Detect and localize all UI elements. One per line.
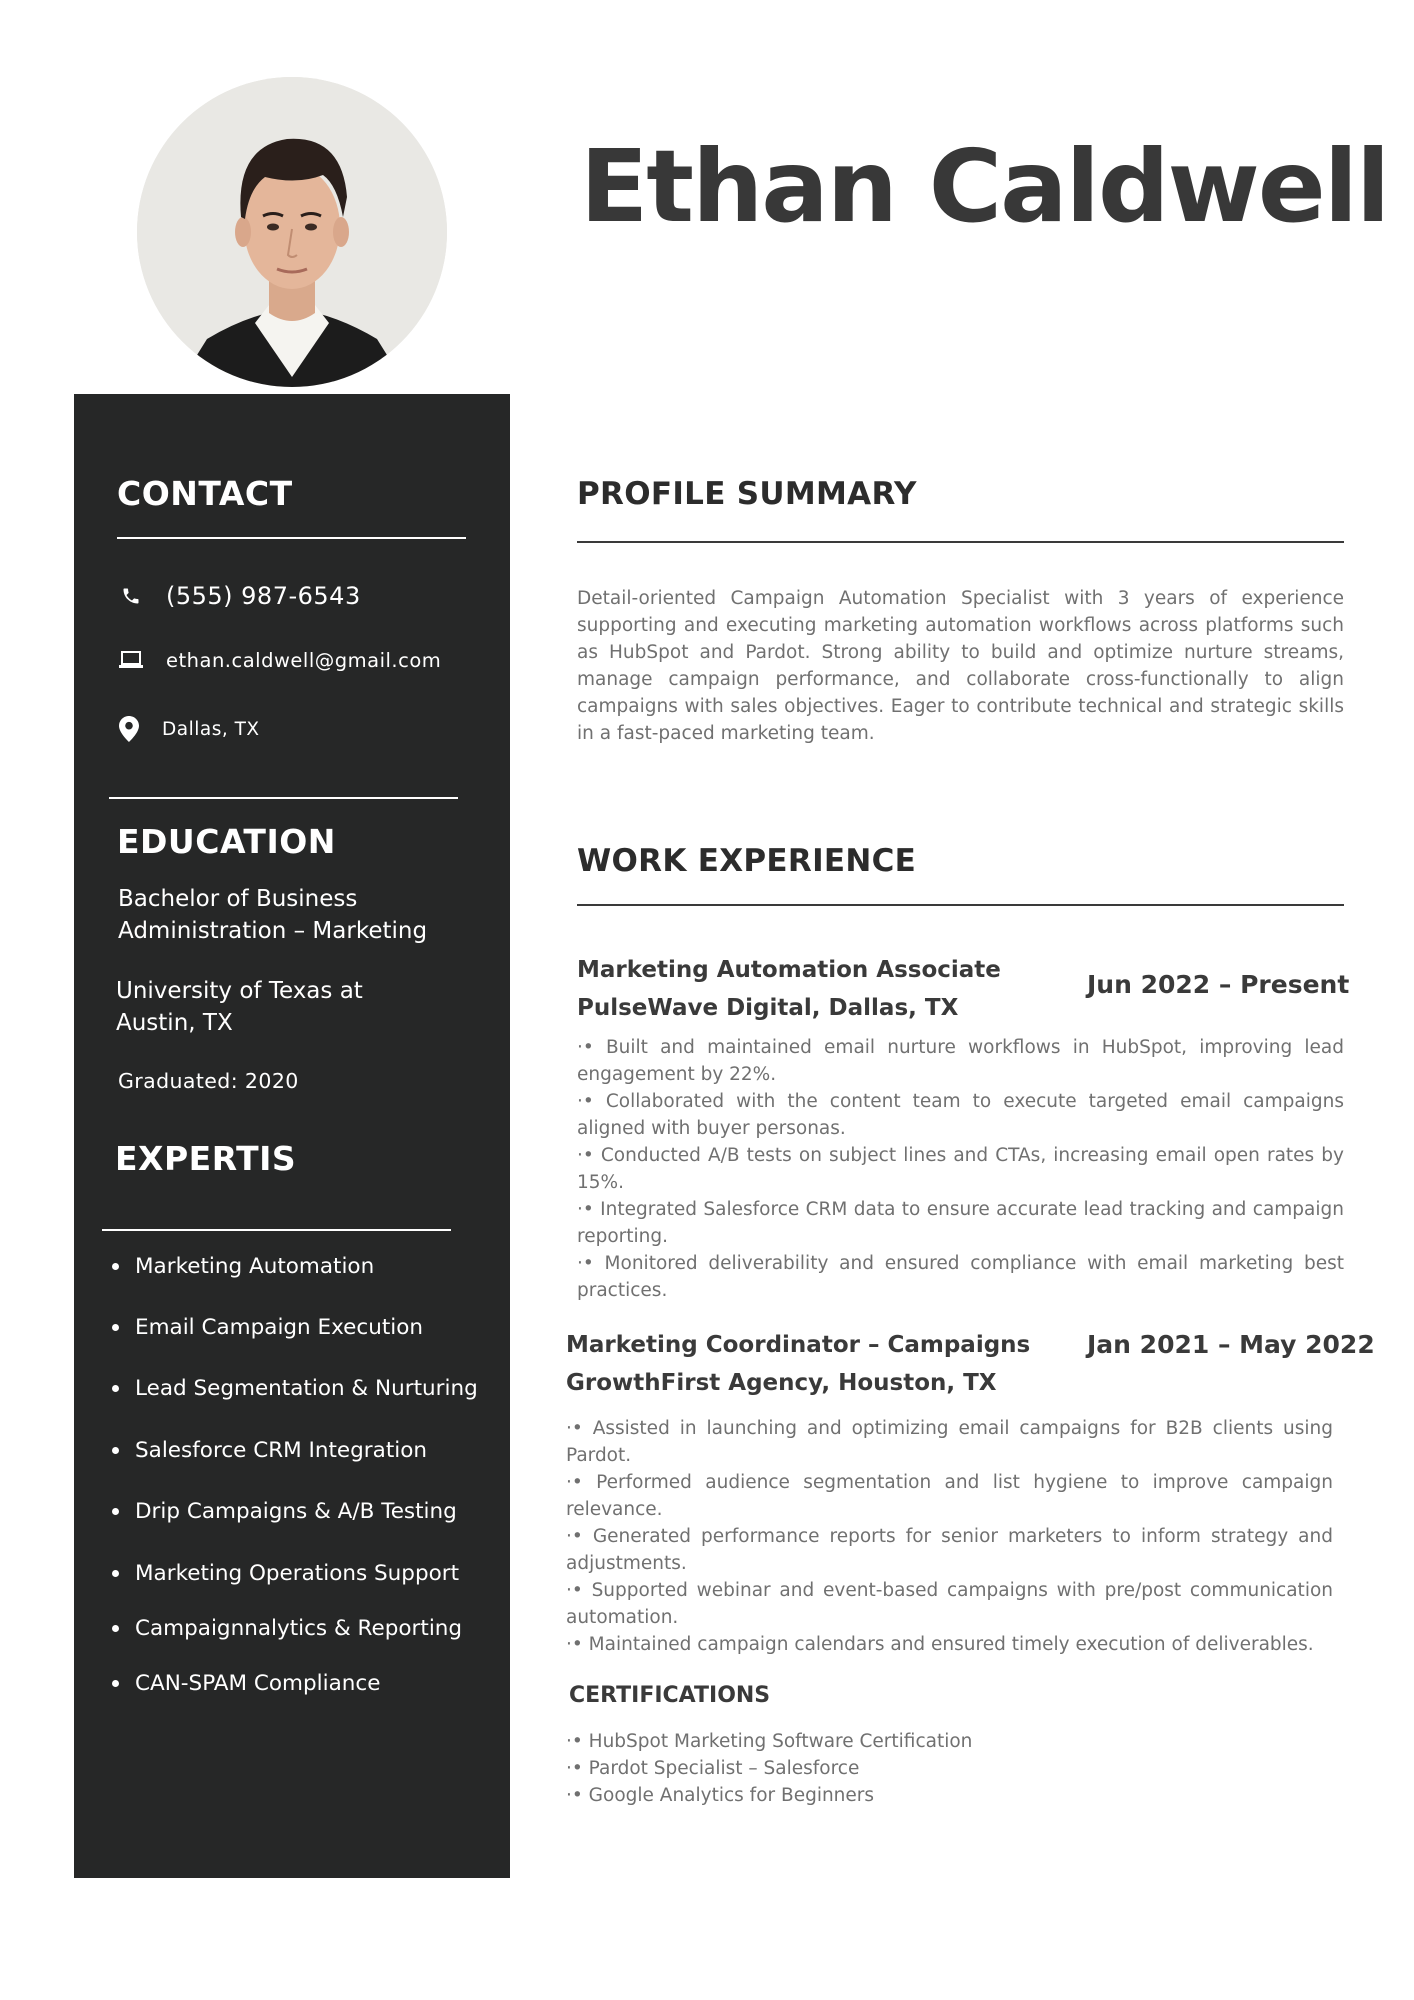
job-bullet: ·• Monitored deliverability and ensured compliance with email marketing best practices. <box>577 1253 1344 1301</box>
job-bullet: ·• Integrated Salesforce CRM data to ensure accurate lead tracking and campaign reporting. <box>577 1199 1344 1247</box>
expertise-divider <box>102 1229 451 1231</box>
location-text: Dallas, TX <box>162 718 260 740</box>
certifications-list <box>566 1728 972 1809</box>
job-bullet: ·• Supported webinar and event-based campaigns with pre/post communication automation. <box>566 1580 1333 1628</box>
contact-email[interactable] <box>116 645 441 675</box>
work-divider <box>577 904 1344 906</box>
laptop-icon <box>116 645 146 675</box>
profile-photo <box>137 77 447 387</box>
contact-heading: CONTACT <box>117 474 293 513</box>
bullet-dot <box>112 1570 119 1577</box>
degree-line-2: Administration – Marketing <box>118 918 428 944</box>
school-line-1: University of Texas at <box>116 978 363 1004</box>
job-bullets <box>577 1034 1344 1304</box>
job-bullet: ·• Collaborated with the content team to execute targeted email campaigns aligned with buyer personas. <box>577 1091 1344 1139</box>
job-bullet: ·• Conducted A/B tests on subject lines and CTAs, increasing email open rates by 15%. <box>577 1145 1344 1193</box>
skill-item: Marketing Automation <box>112 1254 374 1279</box>
job-bullet: ·• Assisted in launching and optimizing email campaigns for B2B clients using Pardot. <box>566 1418 1333 1466</box>
email-text: ethan.caldwell@gmail.com <box>166 648 442 672</box>
certification-item: ·• Pardot Specialist – Salesforce <box>566 1758 860 1779</box>
contact-divider <box>117 537 466 539</box>
degree <box>118 883 427 947</box>
skill-item: Marketing Operations Support <box>112 1561 459 1586</box>
skill-item: Drip Campaigns & A/B Testing <box>112 1499 457 1524</box>
job-bullet: ·• Built and maintained email nurture workflows in HubSpot, improving lead engagement by 22%. <box>577 1037 1344 1085</box>
location-pin-icon <box>114 714 144 744</box>
degree-line-1: Bachelor of Business <box>118 886 358 912</box>
skill-item: Email Campaign Execution <box>112 1315 423 1340</box>
portrait-image <box>137 77 447 387</box>
education-heading: EDUCATION <box>117 822 336 861</box>
job-title: Marketing Coordinator – Campaigns <box>566 1332 1031 1358</box>
certification-item: ·• Google Analytics for Beginners <box>566 1785 875 1806</box>
job-company: GrowthFirst Agency, Houston, TX <box>566 1370 997 1396</box>
bullet-dot <box>112 1324 119 1331</box>
contact-bottom-divider <box>109 797 458 799</box>
certification-item: ·• HubSpot Marketing Software Certification <box>566 1731 973 1752</box>
skill-item: Salesforce CRM Integration <box>112 1438 427 1463</box>
bullet-dot <box>112 1385 119 1392</box>
school <box>116 975 363 1039</box>
bullet-dot <box>112 1447 119 1454</box>
school-line-2: Austin, TX <box>116 1010 233 1036</box>
job-title: Marketing Automation Associate <box>577 957 1001 983</box>
certifications-heading: CERTIFICATIONS <box>569 1683 771 1708</box>
bullet-dot <box>112 1625 119 1632</box>
job-bullet: ·• Maintained campaign calendars and ensured timely execution of deliverables. <box>566 1634 1314 1655</box>
work-experience-heading: WORK EXPERIENCE <box>577 843 917 879</box>
job-dates: Jun 2022 – Present <box>1087 970 1350 999</box>
phone-icon <box>116 581 146 611</box>
bullet-dot <box>112 1508 119 1515</box>
graduation-year: Graduated: 2020 <box>118 1069 299 1093</box>
expertise-heading: EXPERTIS <box>115 1139 297 1178</box>
job-company: PulseWave Digital, Dallas, TX <box>577 995 959 1021</box>
skill-item: Lead Segmentation & Nurturing <box>112 1376 478 1401</box>
job-bullet: ·• Generated performance reports for senior marketers to inform strategy and adjustments. <box>566 1526 1333 1574</box>
job-bullets <box>566 1415 1333 1658</box>
contact-location <box>114 714 260 744</box>
candidate-name: Ethan Caldwell <box>580 128 1389 245</box>
phone-text: (555) 987-6543 <box>166 582 361 610</box>
profile-divider <box>577 541 1344 543</box>
job-bullet: ·• Performed audience segmentation and list hygiene to improve campaign relevance. <box>566 1472 1333 1520</box>
skill-item: CAN-SPAM Compliance <box>112 1671 380 1696</box>
skill-item: Campaignnalytics & Reporting <box>112 1616 462 1641</box>
profile-summary-heading: PROFILE SUMMARY <box>577 476 917 512</box>
profile-summary-text: Detail-oriented Campaign Automation Specialist with 3 years of experience supporting and executing marketing automation workflows across platforms such as HubSpot and Pardot. Strong ability to build and optimize nurture streams, manage campaign performance, and collaborate cross-functionally to align campaigns with sales objectives. Eager to contribute technical and strategic skills in a fast-paced marketing team. <box>577 588 1344 744</box>
bullet-dot <box>112 1263 119 1270</box>
contact-phone[interactable] <box>116 581 361 611</box>
bullet-dot <box>112 1680 119 1687</box>
sidebar <box>74 394 510 1878</box>
job-dates: Jan 2021 – May 2022 <box>1087 1330 1375 1359</box>
